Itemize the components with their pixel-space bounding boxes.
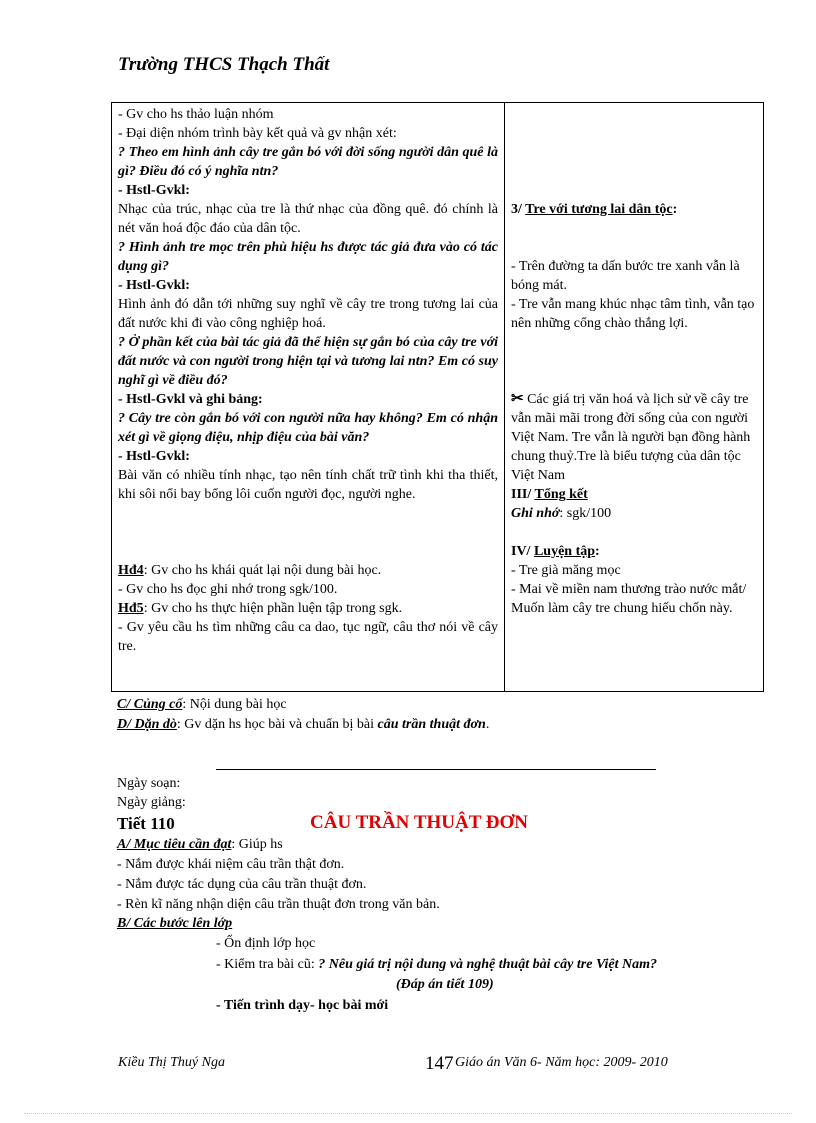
right-r5: - Mai về miền nam thương trào nước mắt/ Muốn làm cây tre chung hiếu chốn này. <box>511 582 747 616</box>
objectives-label: A/ Mục tiêu cần đạt <box>117 837 232 852</box>
objective-1: - Nắm được khái niệm câu trần thật đơn. <box>117 857 345 872</box>
section-iv-title: Luyện tập <box>533 544 596 559</box>
hd4-line <box>118 561 498 580</box>
section-3-colon: : <box>672 202 678 217</box>
ghi-nho-line <box>511 504 757 523</box>
lesson-title: CÂU TRẦN THUẬT ĐƠN <box>310 812 529 833</box>
left-p1: - Gv cho hs thảo luận nhóm <box>118 107 274 122</box>
right-r4: - Tre già măng mọc <box>511 563 621 578</box>
step-2-question: ? Nêu giá trị nội dung và nghệ thuật bài cây tre Việt Nam? <box>318 957 658 972</box>
section-iii-number: III/ <box>511 487 535 502</box>
right-r1: - Trên đường ta dấn bước tre xanh vẫn là bóng mát. <box>511 259 740 293</box>
objective-3: - Rèn kĩ năng nhận diện câu trần thuật đơn trong văn bản. <box>117 897 440 912</box>
step-2-answer: (Đáp án tiết 109) <box>396 977 494 992</box>
objectives-heading <box>117 835 283 855</box>
lesson-number: Tiết 110 <box>117 814 175 833</box>
cung-co-line <box>117 695 287 715</box>
lesson-table <box>111 102 764 692</box>
section-iv-colon: : <box>595 544 600 559</box>
right-r2: - Tre vẫn mang khúc nhạc tâm tình, vẫn tạo nên những cổng chào thắng lợi. <box>511 297 755 331</box>
step-1: - Ổn định lớp học <box>216 936 316 951</box>
hd5-text: : Gv cho hs thực hiện phần luện tập trong sgk. <box>143 601 403 616</box>
step-2 <box>216 955 657 975</box>
ghi-nho-text: : sgk/100 <box>559 506 612 521</box>
teacher-activity-column <box>112 103 505 692</box>
dan-do-line <box>117 715 489 735</box>
section-3-title: Tre với tương lai dân tộc <box>525 202 673 217</box>
page-number: 147 <box>425 1053 454 1074</box>
section-iv-number: IV/ <box>511 544 534 559</box>
question-4: ? Cây tre còn gắn bó với con người nữa hay không? Em có nhận xét gì về giọng điệu, nhịp điệu của bài văn? <box>118 411 498 445</box>
divider <box>216 769 656 770</box>
footer-author: Kiều Thị Thuý Nga <box>118 1055 225 1070</box>
bottom-dotted-line <box>24 1113 792 1114</box>
hd4-label: Hđ4 <box>118 563 144 578</box>
footer-book: Giáo án Văn 6- Năm học: 2009- 2010 <box>455 1055 668 1070</box>
objectives-text: : Giúp hs <box>231 837 283 852</box>
right-r3: Các giá trị văn hoá và lịch sử về cây tre vẫn mãi mãi trong đời sống của con người Việt Nam. Tre vẫn là người bạn đồng hành chung thuỷ.Tre là biểu tượng của dân tộc Việt Nam <box>511 392 751 483</box>
spacer <box>511 333 757 390</box>
dan-do-lesson: câu trần thuật đơn <box>377 717 486 732</box>
question-2: ? Hình ảnh tre mọc trên phù hiệu hs được tác giả đưa vào có tác dụng gì? <box>118 240 498 274</box>
hstl-3: - Hstl-Gvkl và ghi bảng: <box>118 392 263 407</box>
hstl-2: - Hstl-Gvkl: <box>118 278 190 293</box>
summary-text <box>511 390 757 485</box>
answer-2: Hình ảnh đó dẫn tới những suy nghĩ về cây tre trong tương lai của đất nước khi đi vào công nghiệp hoá. <box>118 297 498 331</box>
dan-do-text: : Gv dặn hs học bài và chuẩn bị bài <box>176 717 378 732</box>
question-1: ? Theo em hình ảnh cây tre gắn bó với đời sống người dân quê là gì? Điều đó có ý nghĩa ntn? <box>118 145 498 179</box>
section-3-heading <box>511 200 757 219</box>
dan-do-label: D/ Dặn dò <box>117 717 177 732</box>
steps-heading: B/ Các bước lên lớp <box>117 916 233 931</box>
spacer <box>511 219 757 257</box>
section-iii-title: Tổng kết <box>534 487 588 502</box>
dan-do-end: . <box>485 717 490 732</box>
hd5-line <box>118 599 498 618</box>
hstl-1: - Hstl-Gvkl: <box>118 183 190 198</box>
answer-4: Bài văn có nhiều tính nhạc, tạo nên tính chất trữ tình khi tha thiết, khi sôi nổi bay bổng lôi cuốn người đọc, người nghe. <box>118 468 498 502</box>
ngay-soan: Ngày soạn: <box>117 776 181 791</box>
school-header: Trường THCS Thạch Thất <box>118 54 330 75</box>
answer-1: Nhạc của trúc, nhạc của tre là thứ nhạc của đồng quê. đó chính là nét văn hoá độc đáo của dân tộc. <box>118 202 498 236</box>
spacer <box>511 105 757 200</box>
section-iii-heading <box>511 485 757 504</box>
ngay-giang: Ngày giảng: <box>117 795 186 810</box>
left-p3: - Gv cho hs đọc ghi nhớ trong sgk/100. <box>118 582 338 597</box>
spacer <box>118 504 498 561</box>
section-iv-heading <box>511 542 757 561</box>
step-2-prefix: - Kiểm tra bài cũ: <box>216 957 319 972</box>
section-3-number: 3/ <box>511 202 526 217</box>
ghi-nho-label: Ghi nhớ <box>511 506 560 521</box>
left-p4: - Gv yêu cầu hs tìm những câu ca dao, tục ngữ, câu thơ nói về cây tre. <box>118 620 498 654</box>
cung-co-text: : Nội dung bài học <box>182 697 287 712</box>
spacer <box>511 523 757 542</box>
content-column <box>505 103 764 692</box>
left-p2: - Đại diện nhóm trình bày kết quả và gv nhận xét: <box>118 126 397 141</box>
hd5-label: Hđ5 <box>118 601 144 616</box>
objective-2: - Nắm được tác dụng của câu trần thuật đơn. <box>117 877 367 892</box>
scissors-icon: ✂ <box>511 391 524 407</box>
cung-co-label: C/ Củng cố <box>117 697 183 712</box>
step-3: - Tiến trình dạy- học bài mới <box>216 998 389 1013</box>
hstl-4: - Hstl-Gvkl: <box>118 449 190 464</box>
hd4-text: : Gv cho hs khái quát lại nội dung bài học. <box>143 563 382 578</box>
question-3: ? Ở phần kết của bài tác giả đã thể hiện sự gắn bó của cây tre với đất nước và con người trong hiện tại và tương lai ntn? Em có suy nghĩ gì về điều đó? <box>118 335 498 388</box>
